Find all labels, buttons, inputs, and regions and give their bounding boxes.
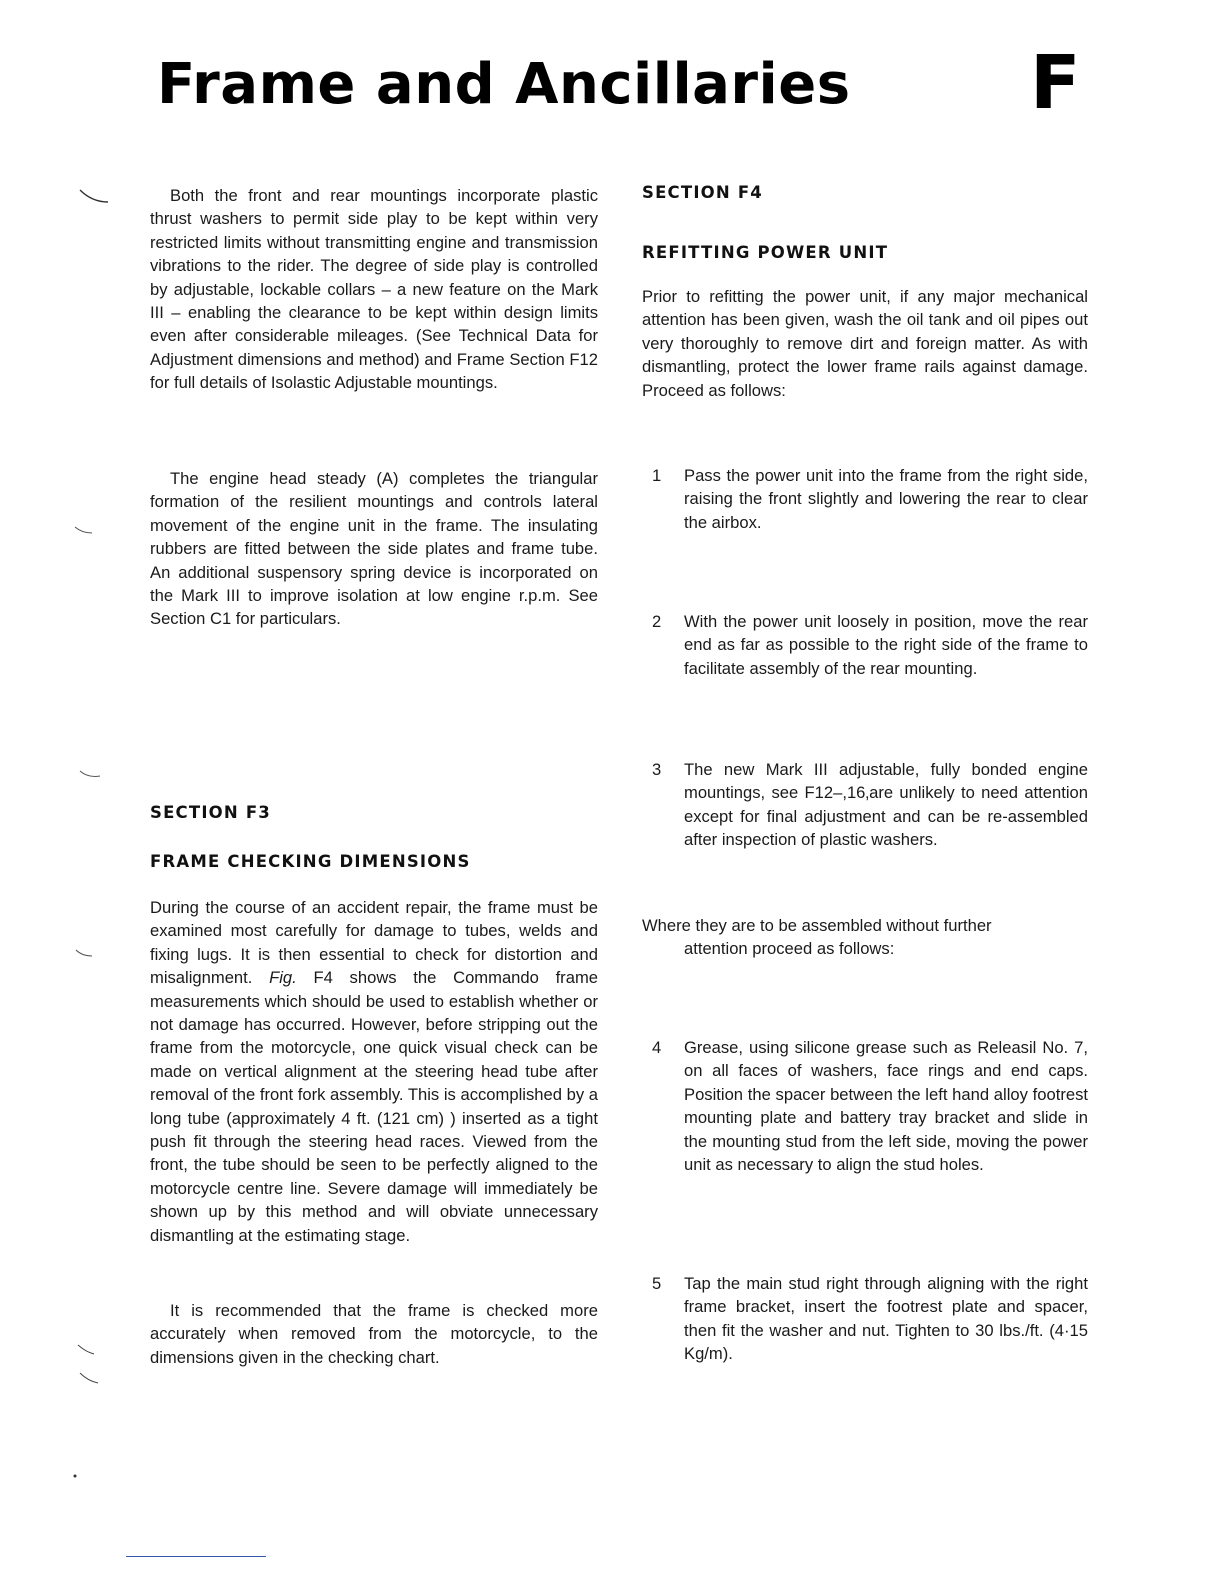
step-text: With the power unit loosely in position, move the rear end as far as possible to the right side of the frame to facilitate assembly of the rear mounting. [684,612,1088,678]
fig-reference: Fig. [269,968,297,988]
section-f3-heading: SECTION F3 [150,803,271,822]
step-number: 3 [652,760,662,779]
refitting-power-unit-subheading: REFITTING POWER UNIT [642,243,889,262]
margin-scan-marks [0,0,130,1584]
where-assembled-first-line: Where they are to be assembled without further [642,916,992,935]
step-text: The new Mark III adjustable, fully bonded engine mountings, see F12–,16‚are unlikely to need attention except for final adjustment and can be re-assembled after inspection of plastic washers. [684,760,1088,850]
frame-checking-subheading: FRAME CHECKING DIMENSIONS [150,852,471,871]
page-title: Frame and Ancillaries [157,52,851,117]
where-assembled-paragraph [642,914,1088,961]
step-4 [642,1036,1088,1176]
step-3 [642,758,1088,852]
refitting-intro-paragraph: Prior to refitting the power unit, if any major mechanical attention has been given, wash the oil tank and oil pipes out very thoroughly to remove dirt and foreign matter. As with dismantling, protect the lower frame rails against damage. Proceed as follows: [642,287,1088,400]
step-text: Grease, using silicone grease such as Releasil No. 7, on all faces of washers, face rings and end caps. Position the spacer between the left hand alloy footrest mounting plate and battery tray bracket and slide in the mounting stud from the left side, moving the power unit as necessary to align the stud holes. [684,1038,1088,1175]
step-number: 1 [652,466,662,485]
step-1 [642,464,1088,534]
step-number: 5 [652,1274,662,1293]
left-paragraph-mountings: Both the front and rear mountings incorporate plastic thrust washers to permit side play to be kept within very restricted limits without transmitting engine and transmission vibrations to the rider. The degree of side play is controlled by adjustable, lockable collars – a new feature on the Mark III – enabling the clearance to be kept within design limits even after considerable mileages. (See Technical Data for Adjustment dimensions and method) and Frame Section F12 for full details of Isolastic Adjustable mountings. [150,186,598,393]
footnote-rule [126,1556,266,1557]
left-paragraph-head-steady: The engine head steady (A) completes the triangular formation of the resilient mountings and controls lateral movement of the engine unit in the frame. The insulating rubbers are fitted between the side plates and frame tube. An additional suspensory spring device is incorporated on the Mark III to improve isolation at low engine r.p.m. See Section C1 for particulars. [150,469,598,629]
step-text: Tap the main stud right through aligning with the right frame bracket, insert the footrest plate and spacer, then fit the washer and nut. Tighten to 30 lbs./ft. (4·15 Kg/m). [684,1274,1088,1364]
step-2 [642,610,1088,680]
step-text: Pass the power unit into the frame from the right side, raising the front slightly and lowering the rear to clear the airbox. [684,466,1088,532]
step-number: 4 [652,1038,662,1057]
step-number: 2 [652,612,662,631]
left-paragraph-accident-repair [150,896,598,1247]
where-assembled-rest: attention proceed as follows: [684,939,895,959]
left-paragraph-checking-chart: It is recommended that the frame is checked more accurately when removed from the motorcycle, to the dimensions given in the checking chart. [150,1301,598,1367]
accident-repair-text-a: During the course of an accident repair, the frame must be examined most carefully for damage to tubes, welds and fixing lugs. It is then essential to check for distortion and misalignment. [150,898,598,988]
accident-repair-text-b: F4 shows the Commando frame measurements which should be used to establish whether or not damage has occurred. However, before stripping out the frame from the motorcycle, one quick visual check can be made on vertical alignment at the steering head tube after removal of the front fork assembly. This is accomplished by a long tube (approximately 4 ft. (121 cm) ) inserted as a tight push fit through the steering head races. Viewed from the front, the tube should be seen to be perfectly aligned to the motorcycle centre line. Severe damage will immediately be shown up by this method and will obviate unnecessary dismantling at the estimating stage. [150,968,598,1245]
section-f4-heading: SECTION F4 [642,183,763,202]
section-letter: F [1030,40,1081,126]
step-5 [642,1272,1088,1366]
